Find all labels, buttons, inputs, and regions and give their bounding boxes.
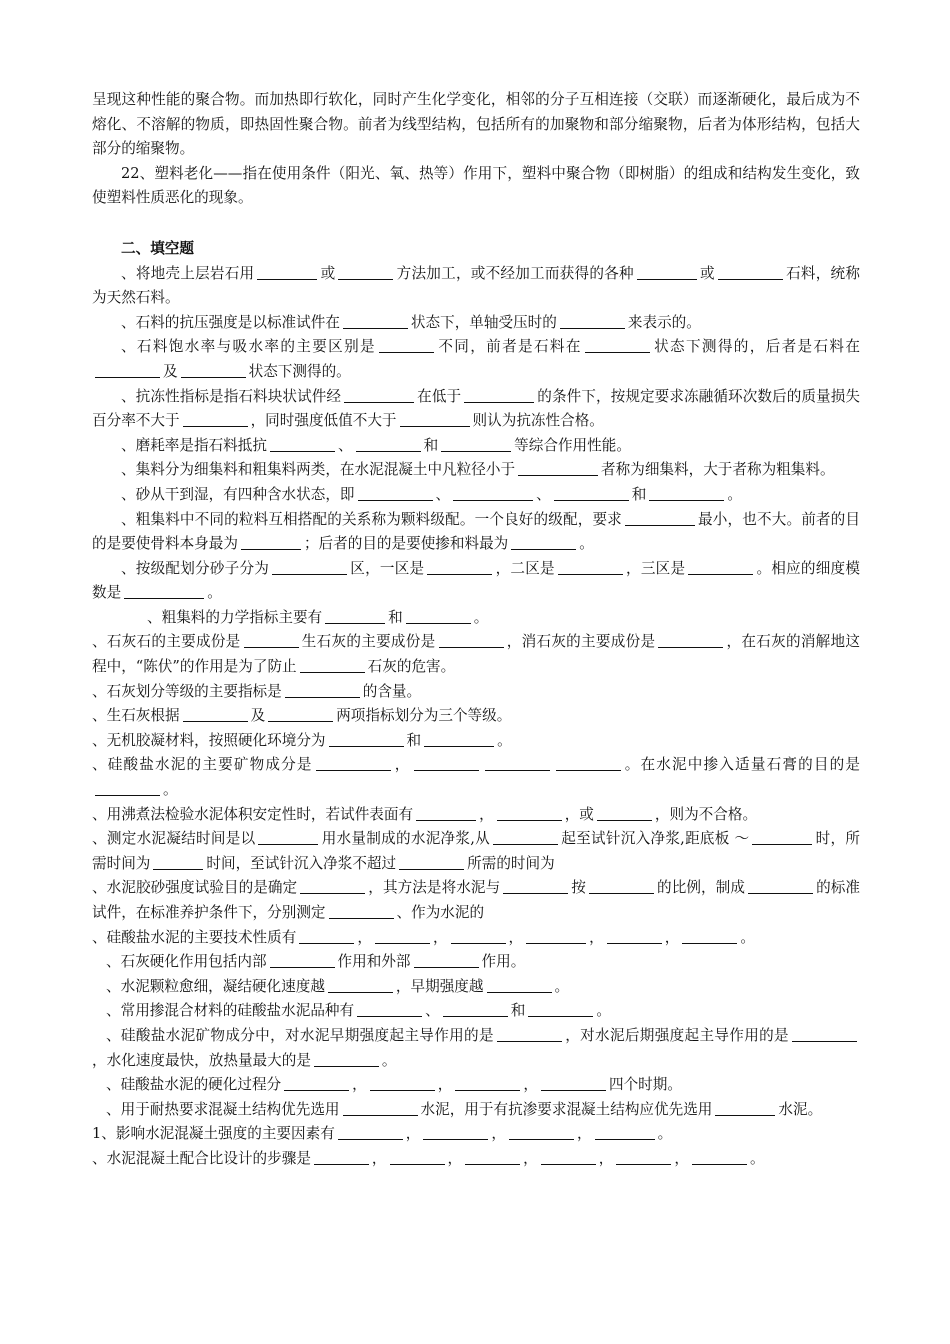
question-1: 、将地壳上层岩石用 或 方法加工，或不经加工而获得的各种 或 石料，统称为天然石料。 (92, 264, 860, 307)
question-27: 、水泥混凝土配合比设计的步骤是 ， ， ， ， ， 。 (92, 1149, 765, 1167)
blank[interactable] (718, 263, 783, 280)
blank[interactable] (554, 484, 629, 501)
question-19: 、硅酸盐水泥的主要技术性质有 ， ， ， ， ， 。 (92, 928, 755, 946)
blank[interactable] (423, 1123, 488, 1140)
blank[interactable] (607, 927, 662, 944)
blank[interactable] (595, 1123, 655, 1140)
question-21: 、水泥颗粒愈细，凝结硬化速度越 ，早期强度越 。 (106, 977, 570, 995)
blank[interactable] (314, 1148, 369, 1165)
blank[interactable] (541, 1148, 596, 1165)
blank[interactable] (258, 828, 318, 845)
blank[interactable] (153, 853, 203, 870)
question-26: 1、影响水泥混凝土强度的主要因素有 ， ， ， 。 (92, 1125, 673, 1143)
blank[interactable] (329, 730, 404, 747)
blank[interactable] (589, 877, 654, 894)
question-5: 、磨耗率是指石料抵抗 、 和 等综合作用性能。 (121, 436, 631, 454)
question-15: 、硅酸盐水泥的主要矿物成分是 ， 。在水泥中掺入适量石膏的目的是。 (92, 756, 860, 799)
question-20: 、石灰硬化作用包括内部 作用和外部 作用。 (106, 953, 526, 971)
blank[interactable] (181, 361, 246, 378)
blank[interactable] (688, 558, 753, 575)
blank[interactable] (338, 263, 393, 280)
blank[interactable] (443, 1000, 508, 1017)
blank[interactable] (509, 1123, 574, 1140)
blank[interactable] (343, 312, 408, 329)
question-10: 、粗集料的力学指标主要有 和 。 (147, 608, 489, 626)
blank[interactable] (558, 558, 623, 575)
blank[interactable] (325, 607, 385, 624)
question-25: 、用于耐热要求混凝土结构优先选用 水泥，用于有抗渗要求混凝土结构应优先选用 水泥。 (106, 1100, 823, 1118)
blank[interactable] (375, 927, 430, 944)
blank[interactable] (400, 410, 470, 427)
blank[interactable] (658, 631, 723, 648)
blank[interactable] (487, 976, 552, 993)
blank[interactable] (328, 976, 393, 993)
question-17: 、测定水泥凝结时间是以 用水量制成的水泥净浆,从 起至试针沉入净浆,距底板 ～ 时，所需时间为 时间，至试针沉入净浆不超过 所需的时间为 (92, 830, 860, 872)
question-2: 、石料的抗压强度是以标准试件在 状态下，单轴受压时的 来表示的。 (121, 313, 701, 331)
question-12: 、石灰划分等级的主要指标是 的含量。 (92, 682, 422, 700)
blank[interactable] (338, 1123, 403, 1140)
paragraph-plastic-aging: 22、塑料老化——指在使用条件（阳光、氧、热等）作用下，塑料中聚合物（即树脂）的组成和结构发生变化，致使塑料性质恶化的现象。 (92, 164, 860, 207)
blank[interactable] (464, 386, 534, 403)
blank[interactable] (272, 558, 347, 575)
blank[interactable] (270, 435, 335, 452)
question-7: 、砂从干到湿，有四种含水状态，即 、 、 和 。 (121, 485, 742, 503)
blank[interactable] (715, 1099, 775, 1116)
blank[interactable] (343, 1099, 418, 1116)
blank[interactable] (439, 631, 504, 648)
blank[interactable] (390, 1148, 445, 1165)
blank[interactable] (356, 435, 421, 452)
blank[interactable] (270, 951, 335, 968)
blank[interactable] (441, 435, 511, 452)
blank[interactable] (518, 459, 598, 476)
question-24: 、硅酸盐水泥的硬化过程分 ， ， ， 四个时期。 (106, 1076, 682, 1094)
blank[interactable] (414, 754, 479, 771)
blank[interactable] (453, 484, 533, 501)
blank[interactable] (493, 828, 558, 845)
question-8: 、粗集料中不同的粒料互相搭配的关系称为颗料级配。一个良好的级配，要求 最小，也不大。前者的目的是要使骨料本身最为 ；后者的目的是要使掺和料最为 。 (92, 510, 860, 553)
blank[interactable] (528, 1000, 593, 1017)
blank[interactable] (399, 853, 464, 870)
blank[interactable] (329, 902, 394, 919)
blank[interactable] (95, 779, 160, 796)
spacer (92, 211, 860, 237)
blank[interactable] (183, 705, 248, 722)
blank[interactable] (649, 484, 724, 501)
blank[interactable] (556, 754, 621, 771)
blank[interactable] (485, 754, 550, 771)
blank[interactable] (497, 1025, 562, 1042)
blank[interactable] (465, 1148, 520, 1165)
blank[interactable] (357, 1000, 422, 1017)
blank[interactable] (637, 263, 697, 280)
question-16: 、用沸煮法检验水泥体积安定性时，若试件表面有 ， ，或 ，则为不合格。 (92, 805, 758, 823)
blank[interactable] (314, 1050, 379, 1067)
blank[interactable] (241, 533, 301, 550)
blank[interactable] (541, 1074, 606, 1091)
question-13: 、生石灰根据 及 两项指标划分为三个等级。 (92, 707, 512, 725)
blank[interactable] (406, 607, 471, 624)
blank[interactable] (682, 927, 737, 944)
blank[interactable] (344, 386, 414, 403)
blank[interactable] (597, 804, 652, 821)
blank[interactable] (268, 705, 333, 722)
blank[interactable] (124, 582, 204, 599)
blank[interactable] (427, 558, 492, 575)
blank[interactable] (526, 927, 586, 944)
blank[interactable] (244, 631, 299, 648)
blank[interactable] (379, 336, 434, 353)
paragraph-thermoset: 呈现这种性能的聚合物。而加热即行软化，同时产生化学变化，相邻的分子互相连接（交联）而逐渐硬化，最后成为不熔化、不溶解的物质，即热固性聚合物。前者为线型结构，包括所有的加聚物和部分缩聚物，后者为体形结构，包括大部分的缩聚物。 (92, 91, 860, 158)
blank[interactable] (416, 804, 476, 821)
blank[interactable] (503, 877, 568, 894)
blank[interactable] (183, 410, 248, 427)
question-14: 、无机胶凝材料，按照硬化环境分为 和 。 (92, 731, 512, 749)
question-3: 、石料饱水率与吸水率的主要区别是 不同，前者是石料在 状态下测得的，后者是石料在及 状态下测得的。 (92, 335, 860, 384)
blank[interactable] (752, 828, 812, 845)
blank[interactable] (424, 730, 494, 747)
blank[interactable] (284, 1074, 349, 1091)
blank[interactable] (692, 1148, 747, 1165)
section-heading: 二、填空题 (121, 239, 194, 257)
blank[interactable] (414, 951, 479, 968)
question-11: 、石灰石的主要成份是 生石灰的主要成份是 ，消石灰的主要成份是 ，在石灰的消解地这程中，“陈伏”的作用是为了防止 石灰的危害。 (92, 633, 860, 676)
blank[interactable] (285, 681, 360, 698)
blank[interactable] (95, 361, 160, 378)
blank[interactable] (585, 336, 650, 353)
question-18: 、水泥胶砂强度试验目的是确定 ，其方法是将水泥与 按 的比例，制成 的标准试件，在标准养护条件下，分别测定 、作为水泥的 (92, 879, 860, 921)
blank[interactable] (497, 804, 562, 821)
question-4: 、抗冻性指标是指石料块状试件经 在低于 的条件下，按规定要求冻融循环次数后的质量损失百分率不大于 ，同时强度低值不大于 则认为抗冻性合格。 (92, 387, 860, 430)
blank[interactable] (792, 1025, 857, 1042)
question-6: 、集料分为细集料和粗集料两类，在水泥混凝土中凡粒径小于 者称为细集料，大于者称为粗集料。 (121, 461, 835, 479)
blank[interactable] (748, 877, 813, 894)
blank[interactable] (370, 1074, 435, 1091)
question-22: 、常用掺混合材料的硅酸盐水泥品种有 、 和 。 (106, 1002, 611, 1020)
blank[interactable] (455, 1074, 520, 1091)
blank[interactable] (451, 927, 506, 944)
blank[interactable] (616, 1148, 671, 1165)
question-23: 、硅酸盐水泥矿物成分中，对水泥早期强度起主导作用的是 ，对水泥后期强度起主导作用的是，水化速度最快，放热量最大的是 。 (92, 1024, 860, 1073)
blank[interactable] (299, 927, 354, 944)
blank[interactable] (300, 877, 365, 894)
blank[interactable] (560, 312, 625, 329)
blank[interactable] (511, 533, 576, 550)
blank[interactable] (300, 656, 365, 673)
blank[interactable] (257, 263, 317, 280)
question-9: 、按级配划分砂子分为 区，一区是 ，二区是 ，三区是 。相应的细度模数是 。 (92, 559, 860, 602)
blank[interactable] (316, 754, 391, 771)
blank[interactable] (358, 484, 433, 501)
blank[interactable] (625, 509, 695, 526)
